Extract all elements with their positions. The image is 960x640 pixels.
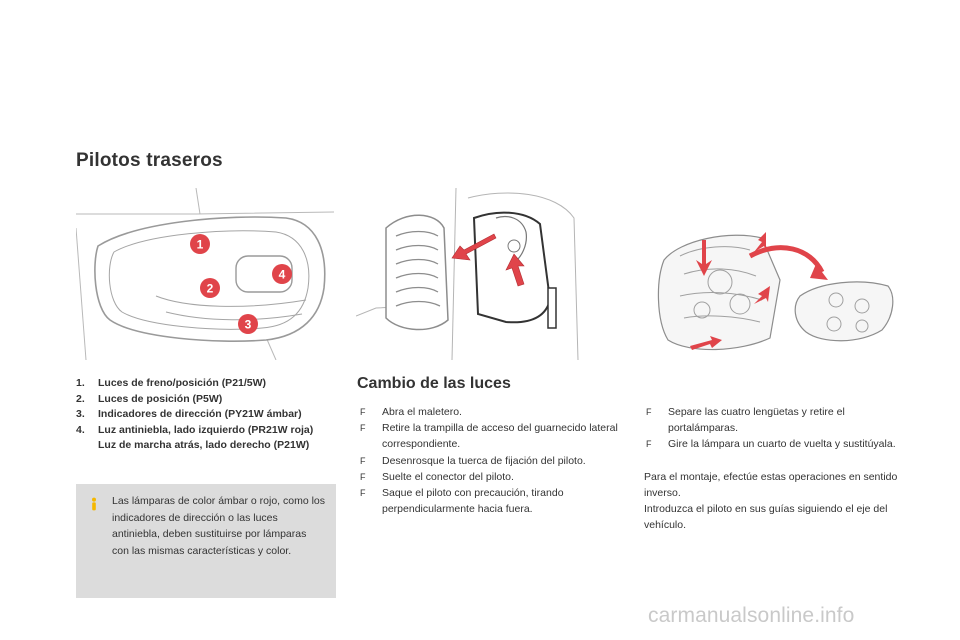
callout-1 [190, 234, 210, 254]
rear-lamp-illustration [76, 188, 338, 360]
svg-text:1: 1 [196, 237, 204, 252]
svg-text:2: 2 [206, 281, 214, 296]
lamp-holder-removal-illustration [650, 220, 900, 362]
step-marker: F [360, 488, 366, 499]
step-marker: F [360, 423, 366, 434]
access-hatch-illustration [356, 188, 582, 360]
svg-text:4: 4 [278, 267, 286, 282]
list-item: F Separe las cuatro lengüetas y retire el portalámparas. [646, 406, 845, 435]
legend-item: 2. Luces de posición (P5W) [76, 392, 223, 405]
list-item: F Gire la lámpara un cuarto de vuelta y sustitúyala. [644, 436, 906, 452]
step-marker: F [360, 455, 366, 466]
info-note [76, 484, 336, 598]
steps-list-1 [358, 404, 620, 517]
steps-list-2 [644, 404, 906, 453]
fitting-paragraph: Introduzca el piloto en sus guías siguiendo el eje del vehículo. [644, 503, 888, 532]
list-item: F Retire la trampilla de acceso del guarnecido lateral correspondiente. [360, 422, 618, 451]
legend-item: 3. Indicadores de dirección (PY21W ámbar) [76, 408, 302, 420]
list-item: F Saque el piloto con precaución, tirando perpendicularmente hacia fuera. [360, 487, 564, 516]
list-item: F Suelte el conector del piloto. [358, 469, 620, 485]
reassembly-paragraph: Para el montaje, efectúe estas operaciones en sentido inverso. [644, 471, 898, 500]
section-title: Cambio de las luces [357, 375, 511, 392]
page-title: Pilotos traseros [76, 150, 223, 171]
list-item: F Desenrosque la tuerca de fijación del piloto. [358, 453, 620, 469]
callout-2 [200, 278, 220, 298]
legend-item: 4. Luz antiniebla, lado izquierdo (PR21W roja) [76, 423, 314, 436]
callout-4 [272, 264, 292, 284]
bulb-legend [76, 376, 346, 454]
callout-3 [238, 314, 258, 334]
step-marker: F [646, 439, 652, 450]
svg-text:3: 3 [244, 317, 252, 332]
note-text: Las lámparas de color ámbar o rojo, como los indicadores de dirección o las luces antiniebla, deben sustituirse por lámparas con las mismas características y color. [112, 495, 326, 557]
watermark: carmanualsonline.info [648, 604, 855, 627]
legend-item: 1. Luces de freno/posición (P21/5W) [76, 377, 267, 389]
legend-item-continuation: Luz de marcha atrás, lado derecho (P21W) [98, 439, 310, 451]
info-icon [87, 497, 101, 511]
step-marker: F [360, 471, 366, 482]
step-marker: F [646, 407, 652, 417]
list-item: F Abra el maletero. [358, 404, 620, 420]
step-marker: F [360, 407, 366, 417]
